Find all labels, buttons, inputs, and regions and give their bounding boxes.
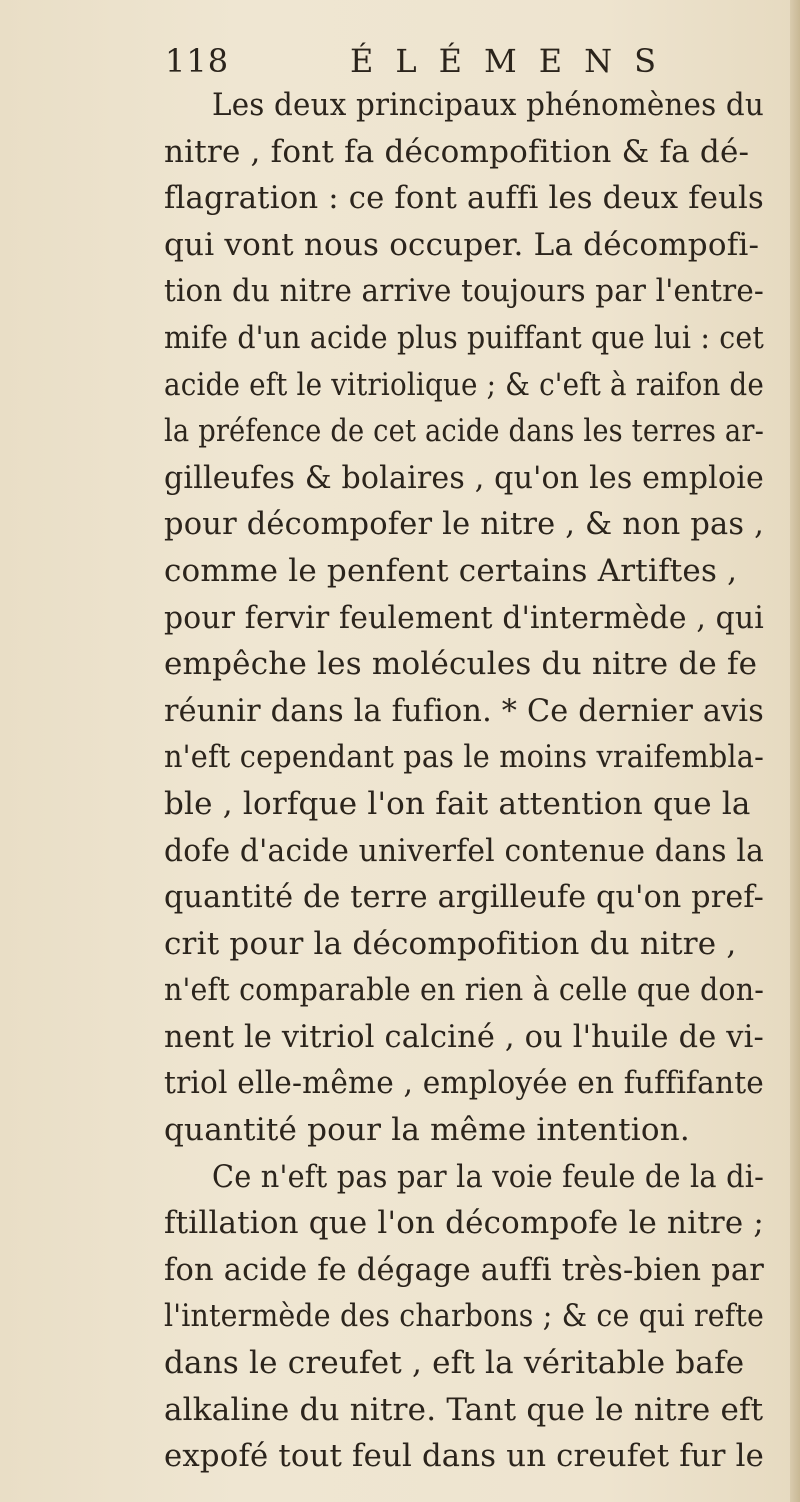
text-line: Les deux principaux phénomènes du (212, 87, 764, 123)
text-line: qui vont nous occuper. La décompofi- (164, 226, 760, 263)
text-line: pour décompofer le nitre , & non pas , (164, 506, 764, 543)
text-line: l'intermède des charbons ; & ce qui refte (164, 1298, 764, 1335)
text-line: quantité pour la même intention. (164, 1112, 690, 1149)
text-line: réunir dans la fufion. * Ce dernier avis (164, 692, 764, 729)
page-header (165, 36, 725, 86)
text-line: crit pour la décompofition du nitre , (164, 925, 737, 962)
page-number: 118 (165, 42, 230, 80)
text-line: gilleufes & bolaires , qu'on les emploie (164, 459, 764, 496)
text-line: alkaline du nitre. Tant que le nitre eft (164, 1391, 764, 1428)
body-text (164, 82, 800, 1480)
text-line: acide eft le vitriolique ; & c'eft à raifon de (164, 366, 764, 403)
text-line: expofé tout feul dans un creufet fur le (164, 1438, 764, 1475)
text-line: tion du nitre arrive toujours par l'entre- (164, 273, 764, 310)
text-line: nent le vitriol calciné , ou l'huile de vi- (164, 1018, 764, 1055)
text-line: dofe d'acide univerfel contenue dans la (164, 832, 764, 869)
text-line: ble , lorfque l'on fait attention que la (164, 785, 751, 822)
text-line: pour fervir feulement d'intermède , qui (164, 599, 764, 636)
text-line: fon acide fe dégage auffi très-bien par (164, 1251, 764, 1288)
text-line: la préfence de cet acide dans les terres ar- (164, 413, 764, 450)
text-line: n'eft comparable en rien à celle que don- (164, 972, 764, 1009)
text-line: triol elle-même , employée en fuffifante (164, 1065, 764, 1102)
text-line: comme le penfent certains Artiftes , (164, 552, 738, 589)
text-line: Ce n'eft pas par la voie feule de la di- (212, 1158, 764, 1195)
text-line: nitre , font fa décompofition & fa dé- (164, 133, 750, 170)
text-line: mife d'un acide plus puiffant que lui : cet (164, 319, 764, 356)
text-line: dans le creufet , eft la véritable bafe (164, 1345, 745, 1382)
text-line: ftillation que l'on décompofe le nitre ; (164, 1205, 764, 1242)
text-line: n'eft cependant pas le moins vraifembla- (164, 739, 764, 776)
running-title: ÉLÉMENS (350, 42, 679, 80)
text-line: flagration : ce font auffi les deux feuls (164, 180, 764, 217)
text-line: empêche les molécules du nitre de fe (164, 646, 758, 683)
text-line: quantité de terre argilleufe qu'on pref- (164, 879, 764, 916)
